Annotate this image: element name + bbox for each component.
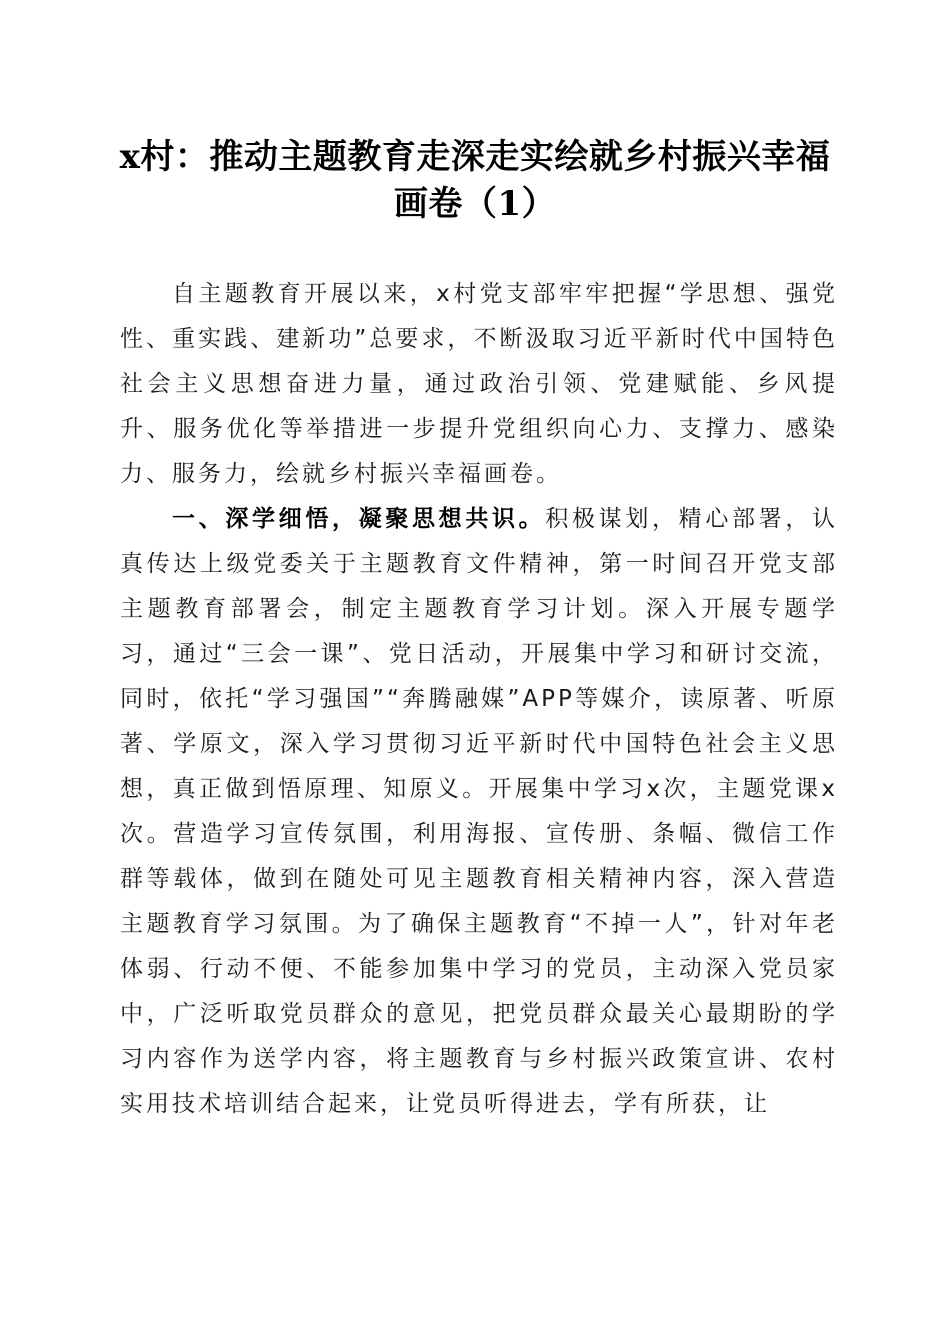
section-1-heading: 一、深学细悟，凝聚思想共识。 (172, 506, 546, 532)
intro-paragraph: 自主题教育开展以来，x村党支部牢牢把握“学思想、强党性、重实践、建新功”总要求，不断汲取习近平新时代中国特色社会主义思想奋进力量，通过政治引领、党建赋能、乡风提升、服务优化等举措进一步提升党组织向心力、支撑力、感染力、服务力，绘就乡村振兴幸福画卷。 (120, 281, 838, 487)
section-1-text: 积极谋划，精心部署，认真传达上级党委关于主题教育文件精神，第一时间召开党支部主题教育部署会，制定主题教育学习计划。深入开展专题学习，通过“三会一课”、党日活动，开展集中学习和研讨交流，同时，依托“学习强国”“奔腾融媒”APP等媒介，读原著、听原著、学原文，深入学习贯彻习近平新时代中国特色社会主义思想，真正做到悟原理、知原义。开展集中学习x次，主题党课x次。营造学习宣传氛围，利用海报、宣传册、条幅、微信工作群等载体，做到在随处可见主题教育相关精神内容，深入营造主题教育学习氛围。为了确保主题教育“不掉一人”，针对年老体弱、行动不便、不能参加集中学习的党员，主动深入党员家中，广泛听取党员群众的意见，把党员群众最关心最期盼的学习内容作为送学内容，将主题教育与乡村振兴政策宣讲、农村实用技术培训结合起来，让党员听得进去，学有所获，让 (120, 506, 839, 1117)
document-body (120, 272, 838, 1127)
section-1-paragraph (120, 497, 838, 1127)
document-title: x村：推动主题教育走深走实绘就乡村振兴幸福画卷（1） (119, 137, 831, 224)
